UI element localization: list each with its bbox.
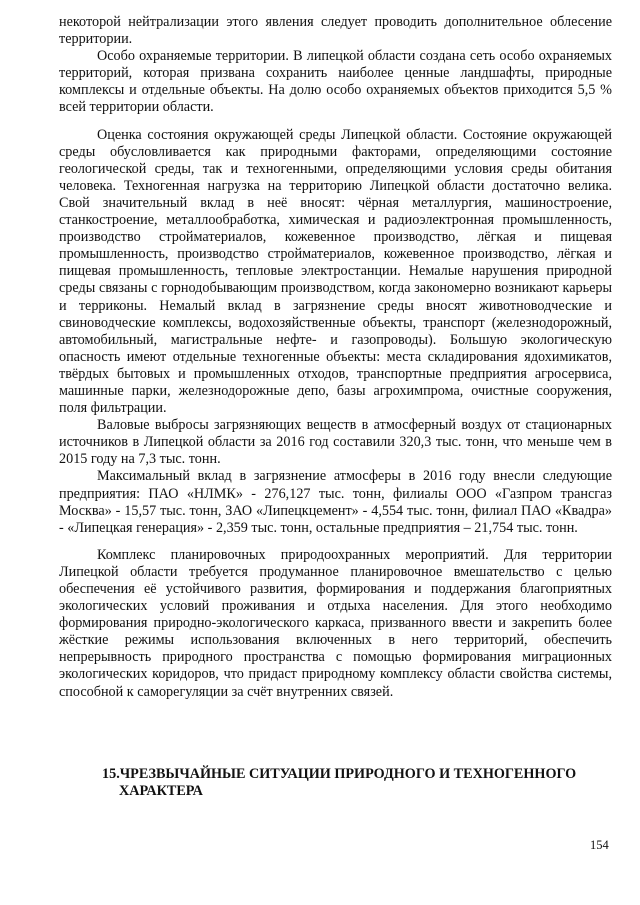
section-heading-line2: ХАРАКТЕРА (119, 783, 203, 799)
paragraph-gross-emissions: Валовые выбросы загрязняющих веществ в атмосферный воздух от стационарных источников в Липецкой области за 2016 год составили 320,3 тыс. тонн, что меньше чем в 2015 году на 7,3 тыс. тонн. (59, 417, 612, 468)
paragraph-continuation: некоторой нейтрализации этого явления следует проводить дополнительное облесение территории. (59, 14, 612, 48)
paragraph-environment-assessment: Оценка состояния окружающей среды Липецкой области. Состояние окружающей среды обусловливается как природными факторами, определяющими состояние геологической среды, так и техногенными, определяющими условия среды обитания человека. Техногенная нагрузка на территорию Липецкой области достаточно велика. Свой значительный вклад в неё вносят: чёрная металлургия, машиностроение, станкостроение, металлообработка, химическая и радиоэлектронная промышленность, производство стройматериалов, кожевенное производство, лёгкая и пищевая промышленность, производство стройматериалов, кожевенное производство, лёгкая и пищевая промышленность, тепловые электростанции. Немалые нарушения природной среды связаны с горнодобывающим производством, когда закономерно возникают карьеры и терриконы. Немалый вклад в загрязнение среды вносят животноводческие и свиноводческие комплексы, водохозяйственные объекты, транспорт (железнодорожный, автомобильный, магистральные нефте- и газопроводы). Большую экологическую опасность имеют отдельные техногенные объекты: места складирования ядохимикатов, твёрдых бытовых и промышленных отходов, транспортные предприятия агросервиса, машинные парки, железнодорожные депо, базы агрохимпрома, очистные сооружения, поля фильтрации. (59, 126, 612, 417)
page-number: 154 (590, 838, 609, 852)
section-heading (102, 766, 622, 800)
section-heading-line1: 15.ЧРЕЗВЫЧАЙНЫЕ СИТУАЦИИ ПРИРОДНОГО И ТЕХНОГЕННОГО (102, 766, 577, 782)
paragraph-planning-measures: Комплекс планировочных природоохранных мероприятий. Для территории Липецкой области требуется продуманное планировочное вмешательство с целью обеспечения её устойчивого развития, формирования и поддержания благоприятных экологических условий проживания и отдыха населения. Для этого необходимо формирования природно-экологического каркаса, призванного ввести и закрепить более жёсткие режимы использования включенных в него территорий, обеспечить непрерывность природного пространства с помощью формирования миграционных экологических коридоров, что придаст природному комплексу области свойства системы, способной к саморегуляции за счёт внутренних связей. (59, 546, 612, 700)
paragraph-max-contribution: Максимальный вклад в загрязнение атмосферы в 2016 году внесли следующие предприятия: ПАО «НЛМК» - 276,127 тыс. тонн, филиалы ООО «Газпром трансгаз Москва» - 15,57 тыс. тонн, ЗАО «Липецкцемент» - 4,554 тыс. тонн, филиал ПАО «Квадра» - «Липецкая генерация» - 2,359 тыс. тонн, остальные предприятия – 21,754 тыс. тонн. (59, 468, 612, 536)
paragraph-protected-areas: Особо охраняемые территории. В липецкой области создана сеть особо охраняемых территорий, которая призвана сохранить наиболее ценные ландшафты, природные комплексы и отдельные объекты. На долю особо охраняемых объектов приходится 5,5 % всей территории области. (59, 48, 612, 116)
document-body (59, 14, 612, 701)
